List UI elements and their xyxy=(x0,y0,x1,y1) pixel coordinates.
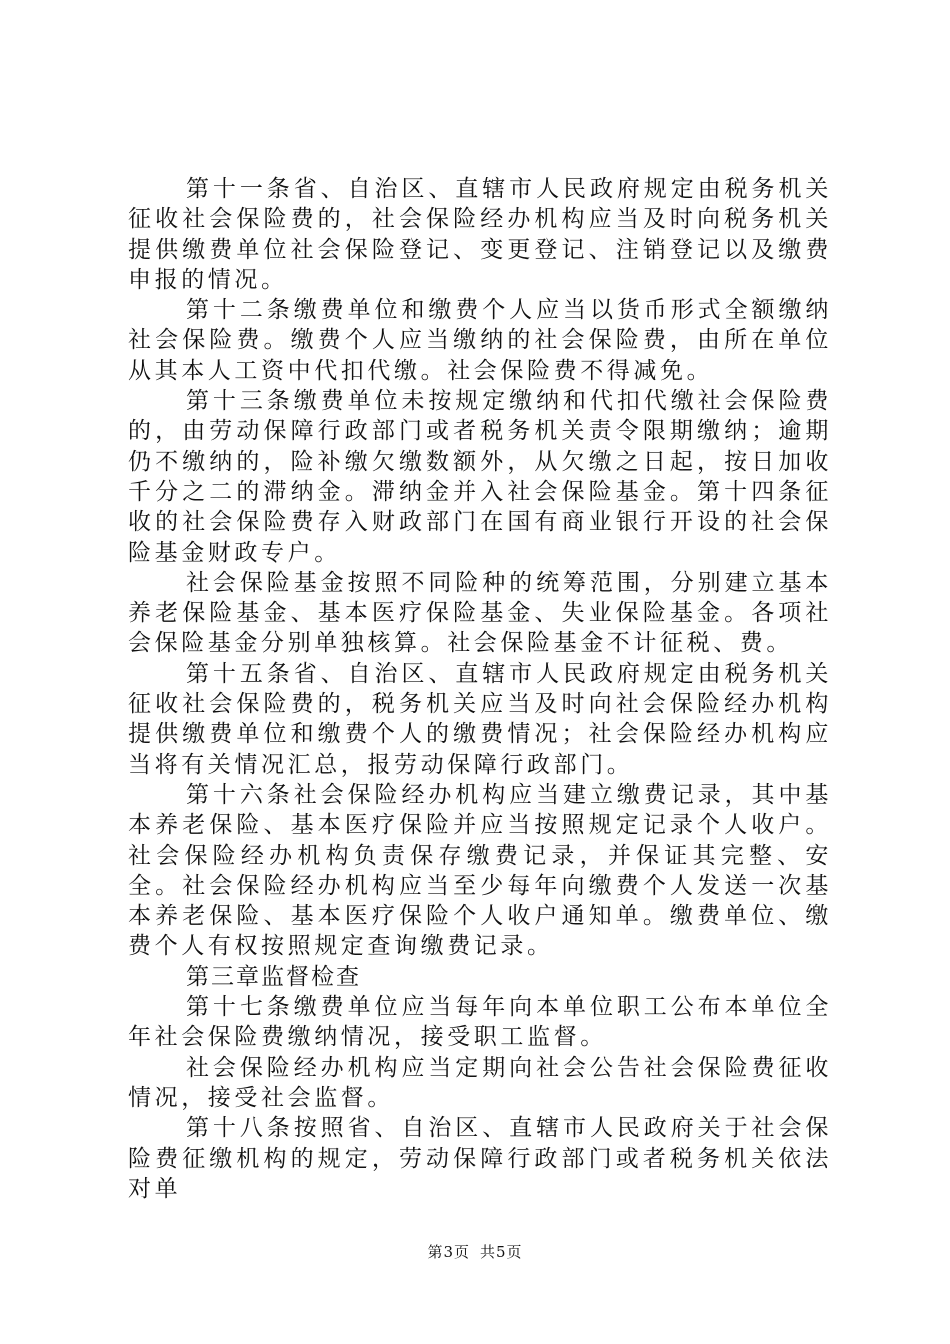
paragraph-article-11: 第十一条省、自治区、直辖市人民政府规定由税务机关征收社会保险费的，社会保险经办机构应当及时向税务机关提供缴费单位社会保险登记、变更登记、注销登记以及缴费申报的情况。 xyxy=(128,176,832,293)
paragraph-article-13-14: 第十三条缴费单位未按规定缴纳和代扣代缴社会保险费的，由劳动保障行政部门或者税务机关责令限期缴纳；逾期仍不缴纳的，险补缴欠缴数额外，从欠缴之日起，按日加收千分之二的滞纳金。滞纳金并入社会保险基金。第十四条征收的社会保险费存入财政部门在国有商业银行开设的社会保险基金财政专户。 xyxy=(128,388,832,566)
chapter-heading: 第三章监督检查 xyxy=(186,963,361,990)
page-total: 共5页 xyxy=(480,1243,523,1261)
paragraph-public-notice: 社会保险经办机构应当定期向社会公告社会保险费征收情况，接受社会监督。 xyxy=(128,1054,832,1111)
page-number: 第3页 xyxy=(427,1243,470,1261)
paragraph-article-17: 第十七条缴费单位应当每年向本单位职工公布本单位全年社会保险费缴纳情况，接受职工监督。 xyxy=(128,994,832,1051)
paragraph-article-16: 第十六条社会保险经办机构应当建立缴费记录，其中基本养老保险、基本医疗保险并应当按照规定记录个人收户。社会保险经办机构负责保存缴费记录，并保证其完整、安全。社会保险经办机构应当至少每年向缴费个人发送一次基本养老保险、基本医疗保险个人收户通知单。缴费单位、缴费个人有权按照规定查询缴费记录。 xyxy=(128,781,832,960)
paragraph-article-15: 第十五条省、自治区、直辖市人民政府规定由税务机关征收社会保险费的，税务机关应当及时向社会保险经办机构提供缴费单位和缴费个人的缴费情况；社会保险经办机构应当将有关情况汇总，报劳动保障行政部门。 xyxy=(128,660,832,778)
paragraph-article-18: 第十八条按照省、自治区、直辖市人民政府关于社会保险费征缴机构的规定，劳动保障行政部门或者税务机关依法对单 xyxy=(128,1115,832,1202)
paragraph-article-12: 第十二条缴费单位和缴费个人应当以货币形式全额缴纳社会保险费。缴费个人应当缴纳的社会保险费，由所在单位从其本人工资中代扣代缴。社会保险费不得减免。 xyxy=(128,297,832,384)
paragraph-fund-accounting: 社会保险基金按照不同险种的统筹范围，分别建立基本养老保险基金、基本医疗保险基金、失业保险基金。各项社会保险基金分别单独核算。社会保险基金不计征税、费。 xyxy=(128,569,832,657)
page-footer xyxy=(0,1242,950,1262)
document-body xyxy=(128,174,832,1204)
